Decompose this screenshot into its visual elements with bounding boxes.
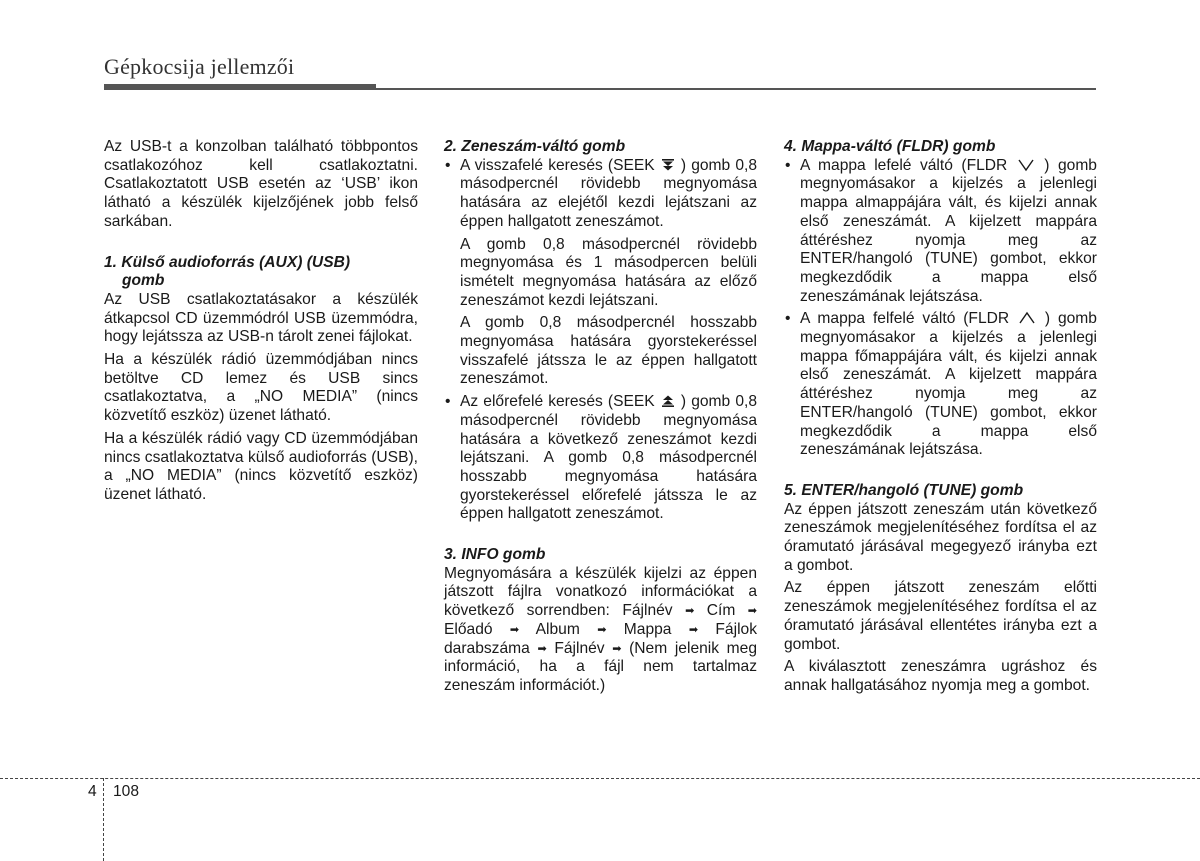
tune-paragraph-3: A kiválasztott zeneszámra ugráshoz és annak hallgatásához nyomja meg a gombot. bbox=[784, 658, 1097, 694]
right-arrow-icon: ➡ bbox=[685, 605, 695, 618]
section-heading-aux: 1. Külső audioforrás (AUX) (USB) bbox=[104, 253, 351, 271]
list-item-folder-down: • A mappa lefelé váltó (FLDR ) gomb megnyomásakor a kijelzés a jelenlegi mappa almappájára vált, és kijelzi annak első zeneszámát. A kijelzett mappára áttéréshez nyomja meg az ENTER/hangoló (TUNE) gombot, ekkor megkezdődik a mappa első zeneszámának lejátszása. bbox=[785, 156, 1097, 305]
chevron-up-icon bbox=[1018, 311, 1036, 325]
seek-back-sub-1: A gomb 0,8 másodpercnél rövidebb megnyomása és 1 másodpercen belüli ismételt megnyomása hatására az előző zeneszámot kezdi lejátszani. bbox=[460, 235, 757, 309]
page-header-title: Gépkocsija jellemzői bbox=[104, 54, 295, 79]
section-heading-info: 3. INFO gomb bbox=[444, 546, 546, 564]
column-2 bbox=[444, 138, 757, 696]
tune-paragraph-1: Az éppen játszott zeneszám után következő zeneszámok megjelenítéséhez fordítsa el az óramutató járásával megegyező irányba ezt a gombot. bbox=[784, 500, 1097, 574]
list-item-seek-back: • A visszafelé keresés (SEEK ) gomb 0,8 másodpercnél rövidebb megnyomása hatására az elejétől kezdi lejátszani az éppen hallgatott zeneszámot. bbox=[445, 156, 757, 230]
seek-back-sub-2: A gomb 0,8 másodpercnél hosszabb megnyomása hatására gyorstekeréssel visszafelé játssza le az éppen hallgatott zeneszámot. bbox=[460, 314, 757, 388]
seek-up-icon bbox=[661, 394, 675, 408]
tune-paragraph-2: Az éppen játszott zeneszám előtti zeneszámok megjelenítéséhez fordítsa el az óramutató járásával ellentétes irányba ezt a gombot. bbox=[784, 579, 1097, 653]
section-heading-enter-tune: 5. ENTER/hangoló (TUNE) gomb bbox=[784, 481, 1024, 499]
footer-divider bbox=[0, 778, 1200, 779]
header-rule-thick bbox=[104, 84, 376, 90]
list-item-seek-forward: • Az előrefelé keresés (SEEK ) gomb 0,8 másodpercnél rövidebb megnyomása hatására a következő zeneszámot kezdi lejátszani. A gomb 0,8 másodpercnél hosszabb megnyomása hatására gyorstekeréssel előrefelé játssza le az éppen hallgatott zeneszámot. bbox=[445, 393, 757, 523]
info-sequence: Fájlnév ➡ Cím ➡ Előadó ➡ Album ➡ Mappa ➡ Fájlok darabszáma ➡ Fájlnév ➡ bbox=[444, 602, 758, 657]
right-arrow-icon: ➡ bbox=[747, 605, 757, 618]
aux-paragraph-1: Az USB csatlakoztatásakor a készülék átkapcsol CD üzemmódról USB üzemmódra, hogy lejátssza az USB-n tárolt zenei fájlokat. bbox=[104, 290, 418, 346]
section-heading-aux-cont: gomb bbox=[122, 272, 165, 290]
page-number: 108 bbox=[113, 783, 140, 800]
aux-paragraph-3: Ha a készülék rádió vagy CD üzemmódjában nincs csatlakoztatva külső audioforrás (USB), a „NO MEDIA” (nincs közvetítő eszköz) üzenet látható. bbox=[104, 429, 418, 503]
info-paragraph: Megnyomására a készülék kijelzi az éppen játszott fájlra vonatkozó információkat a következő sorrendben: Fájlnév ➡ Cím ➡ Előadó ➡ Album ➡ Mappa ➡ Fájlok darabszáma ➡ Fájlnév ➡ (Nem jelenik meg információ, ha a fájl nem tartalmaz zeneszám információt.) bbox=[444, 564, 758, 694]
list-item-folder-up: • A mappa felfelé váltó (FLDR ) gomb megnyomásakor a kijelzés a jelenlegi mappa főmappájára vált, és kijelzi annak első zeneszámát. A kijelzett mappára áttéréshez nyomja meg az ENTER/hangoló (TUNE) gombot, ekkor megkezdődik a mappa első zeneszámának lejátszása. bbox=[785, 310, 1097, 459]
section-heading-folder: 4. Mappa-váltó (FLDR) gomb bbox=[784, 138, 996, 155]
right-arrow-icon: ➡ bbox=[688, 623, 699, 636]
header-rule-thin bbox=[376, 88, 1096, 90]
chevron-down-icon bbox=[1017, 158, 1035, 172]
right-arrow-icon: ➡ bbox=[537, 642, 547, 655]
right-arrow-icon: ➡ bbox=[509, 623, 520, 636]
usb-intro-paragraph: Az USB-t a konzolban található többpontos csatlakozóhoz kell csatlakoztatni. Csatlakoztatott USB esetén az ‘USB’ ikon látható a készülék kijelzőjének jobb felső sarkában. bbox=[104, 138, 418, 230]
footer-vertical-divider bbox=[103, 778, 104, 861]
column-3 bbox=[784, 138, 1097, 700]
seek-down-icon bbox=[661, 158, 675, 172]
right-arrow-icon: ➡ bbox=[597, 623, 607, 636]
aux-paragraph-2: Ha a készülék rádió üzemmódjában nincs betöltve CD lemez és USB sincs csatlakoztatva, a „NO MEDIA” (nincs közvetítő eszköz) üzenet látható. bbox=[104, 351, 418, 425]
right-arrow-icon: ➡ bbox=[612, 642, 622, 655]
chapter-number: 4 bbox=[88, 783, 97, 800]
section-heading-track: 2. Zeneszám-váltó gomb bbox=[444, 138, 626, 155]
column-1 bbox=[104, 138, 418, 509]
